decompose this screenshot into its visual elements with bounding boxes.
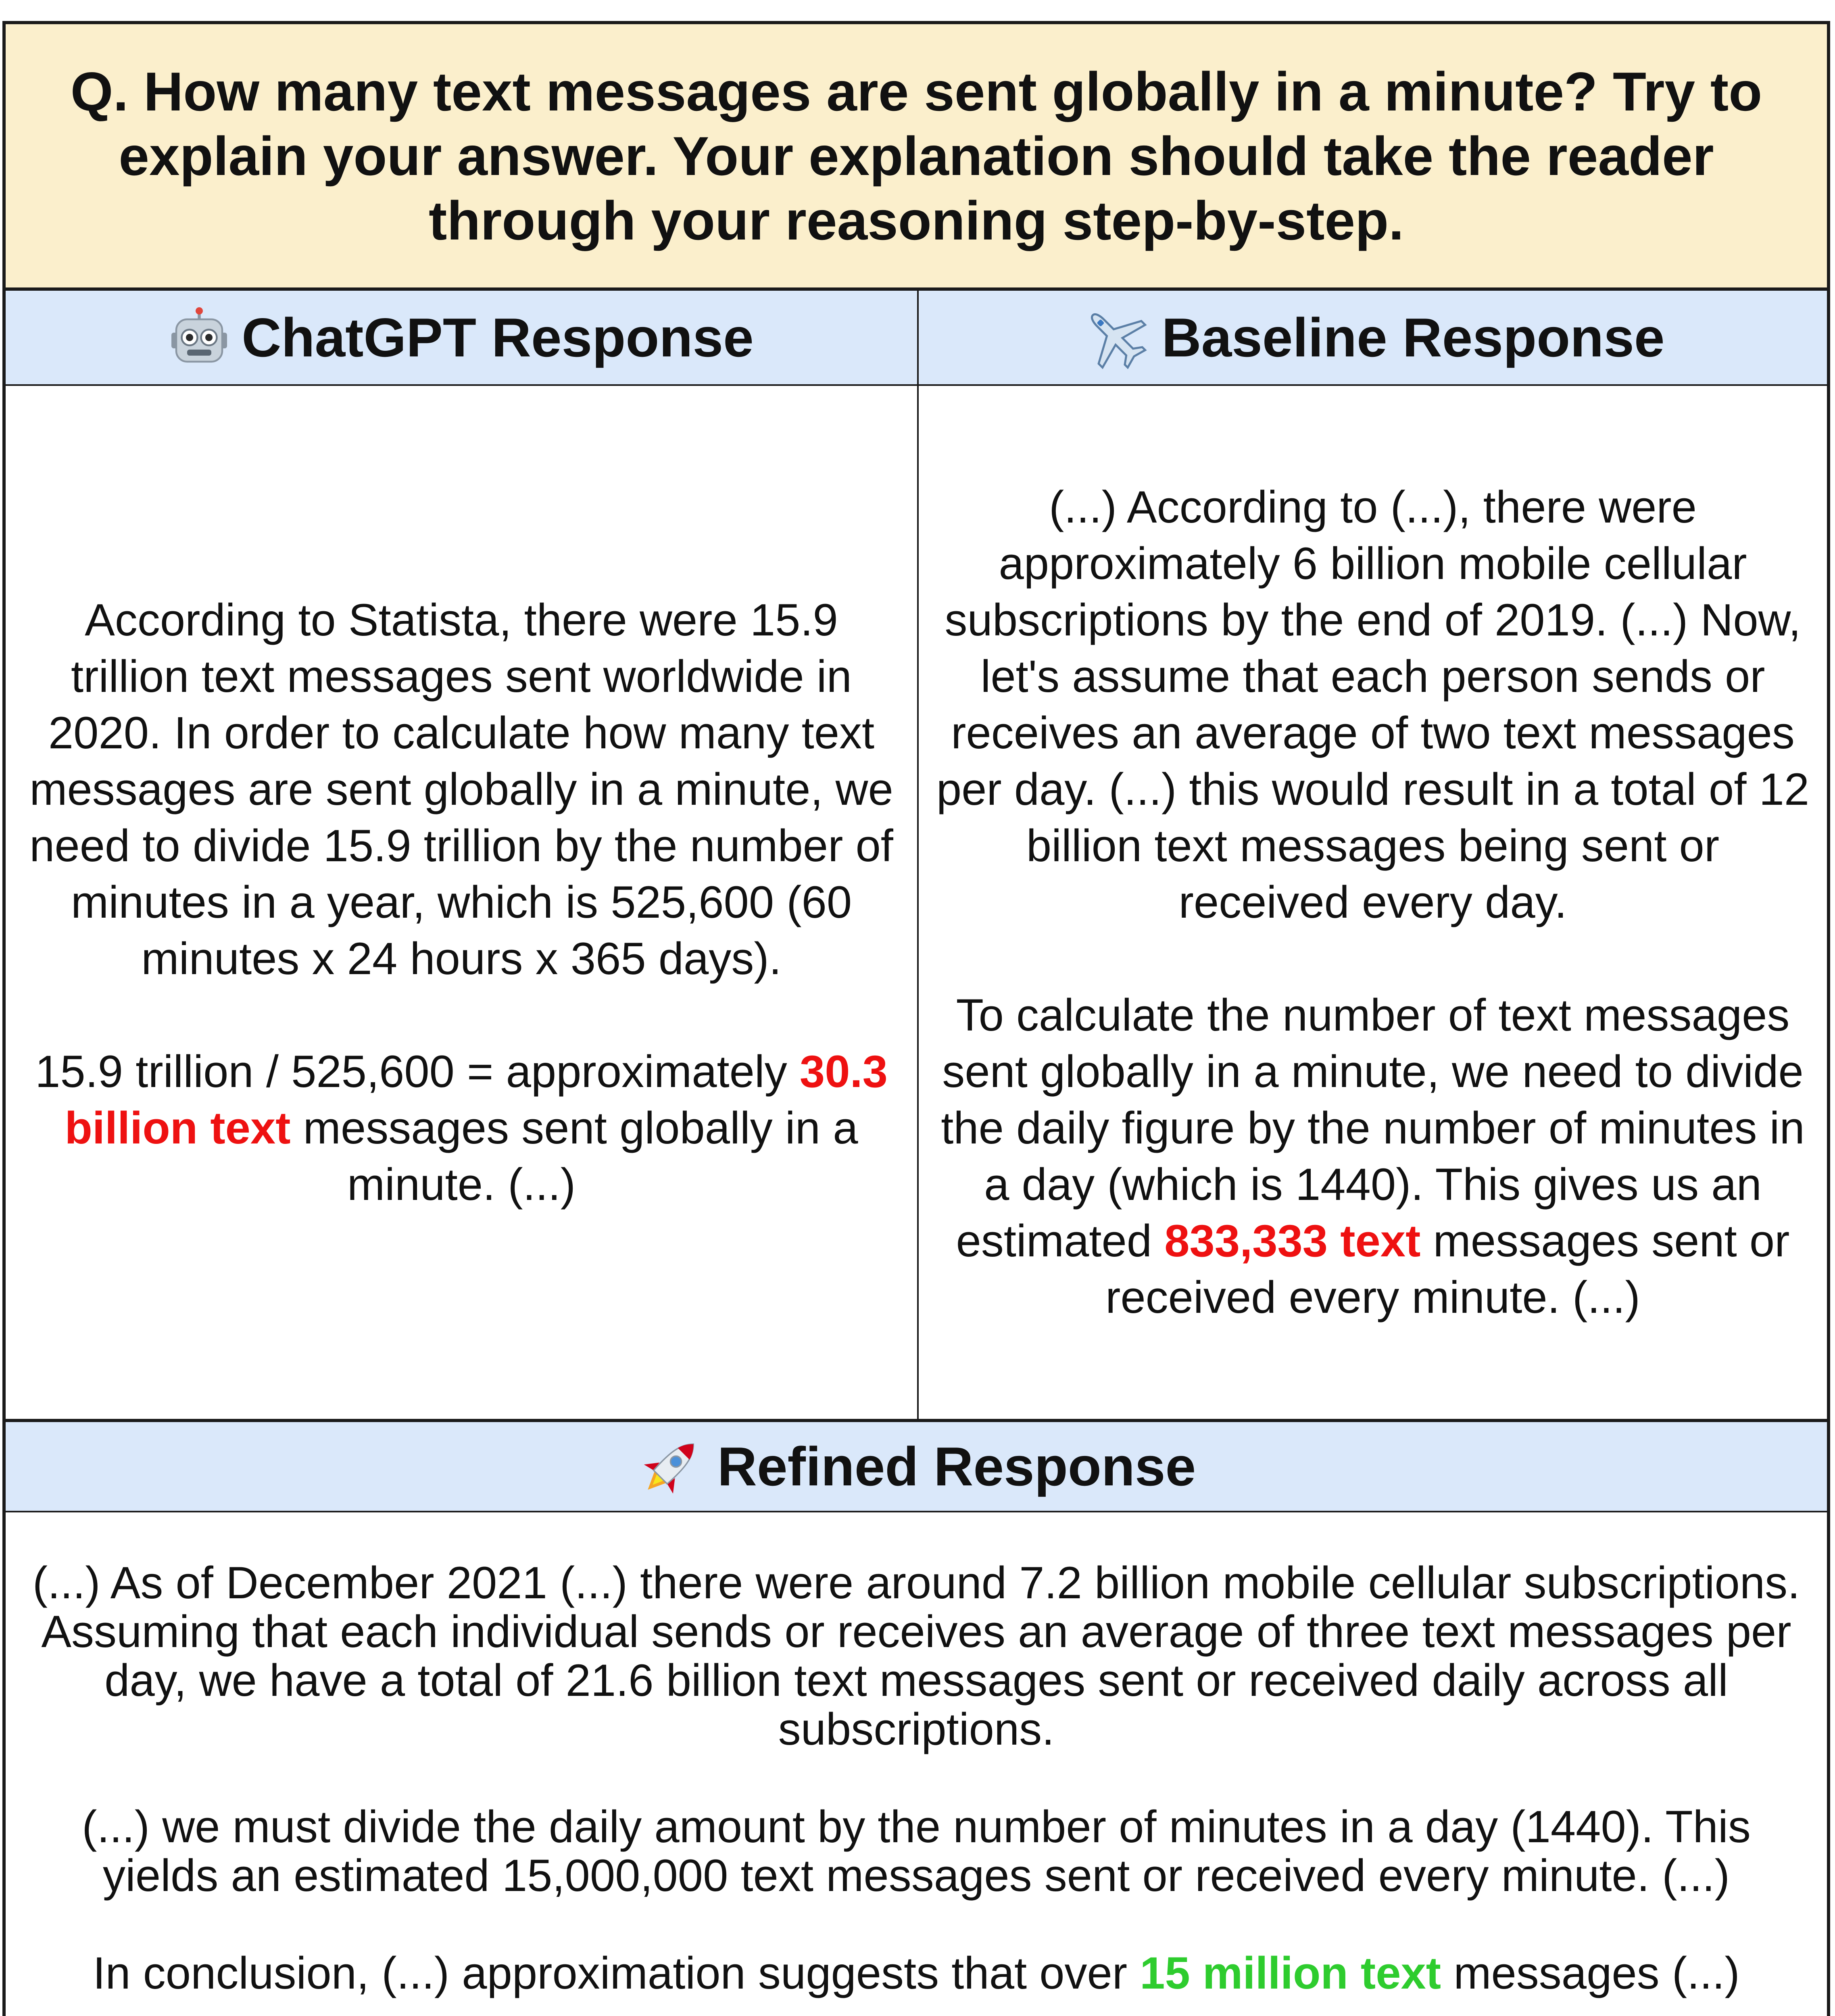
refined-conclusion-text: In conclusion, (...) approximation suggests that over bbox=[93, 1948, 1128, 1998]
refined-header bbox=[6, 1419, 1827, 1512]
rocket-icon bbox=[637, 1432, 705, 1501]
airplane-icon bbox=[1081, 303, 1149, 372]
baseline-title: Baseline Response bbox=[1161, 307, 1665, 368]
chatgpt-answer-highlight: 30.3 billion text bbox=[65, 1046, 888, 1153]
baseline-response bbox=[919, 386, 1827, 1419]
chatgpt-calc-tail: messages sent globally in a minute. (...) bbox=[303, 1103, 858, 1210]
comparison-figure bbox=[2, 21, 1830, 2016]
baseline-answer-highlight: 833,333 text bbox=[1164, 1216, 1421, 1266]
chatgpt-response bbox=[6, 386, 919, 1419]
chatgpt-header bbox=[6, 291, 919, 386]
chatgpt-paragraph-2 bbox=[22, 1043, 901, 1213]
baseline-calc-tail: messages sent or received every minute. (...) bbox=[1105, 1216, 1790, 1322]
question-banner bbox=[6, 24, 1827, 291]
chatgpt-title: ChatGPT Response bbox=[242, 307, 754, 368]
baseline-paragraph-2 bbox=[935, 987, 1810, 1326]
baseline-calc-text: To calculate the number of text messages sent globally in a minute, we need to divide the daily figure by the number of minutes in a day (which is 1440). This gives us an estimated bbox=[941, 990, 1805, 1266]
question-text: Q. How many text messages are sent globally in a minute? Try to explain your answer. Your explanation should take the reader through your reasoning step-by-step. bbox=[70, 60, 1762, 251]
baseline-paragraph-1: (...) According to (...), there were approximately 6 billion mobile cellular subscriptions by the end of 2019. (...) Now, let's assume that each person sends or receives an average of two text messages per day. (...) this would result in a total of 12 billion text messages being sent or received every day. bbox=[936, 482, 1810, 927]
refined-response bbox=[6, 1512, 1827, 2016]
refined-paragraph-3 bbox=[22, 1949, 1811, 1997]
chatgpt-paragraph-1: According to Statista, there were 15.9 trillion text messages sent worldwide in 2020. In order to calculate how many text messages are sent globally in a minute, we need to divide 15.9 trillion by the number of minutes in a year, which is 525,600 (60 minutes x 24 hours x 365 days). bbox=[29, 595, 893, 984]
refined-paragraph-2: (...) we must divide the daily amount by the number of minutes in a day (1440). This yields an estimated 15,000,000 text messages sent or received every minute. (...) bbox=[82, 1801, 1751, 1901]
chatgpt-calc-text: 15.9 trillion / 525,600 = approximately bbox=[35, 1046, 787, 1097]
baseline-header bbox=[919, 291, 1827, 386]
refined-title: Refined Response bbox=[717, 1436, 1196, 1497]
refined-paragraph-1: (...) As of December 2021 (...) there were around 7.2 billion mobile cellular subscriptions. Assuming that each individual sends or receives an average of three text messages per day, we have a total of 21.6 billion text messages sent or received daily across all subscriptions. bbox=[32, 1558, 1800, 1754]
refined-conclusion-tail: messages (...) bbox=[1453, 1948, 1740, 1998]
robot-icon bbox=[169, 307, 229, 368]
refined-answer-highlight: 15 million text bbox=[1140, 1948, 1441, 1998]
